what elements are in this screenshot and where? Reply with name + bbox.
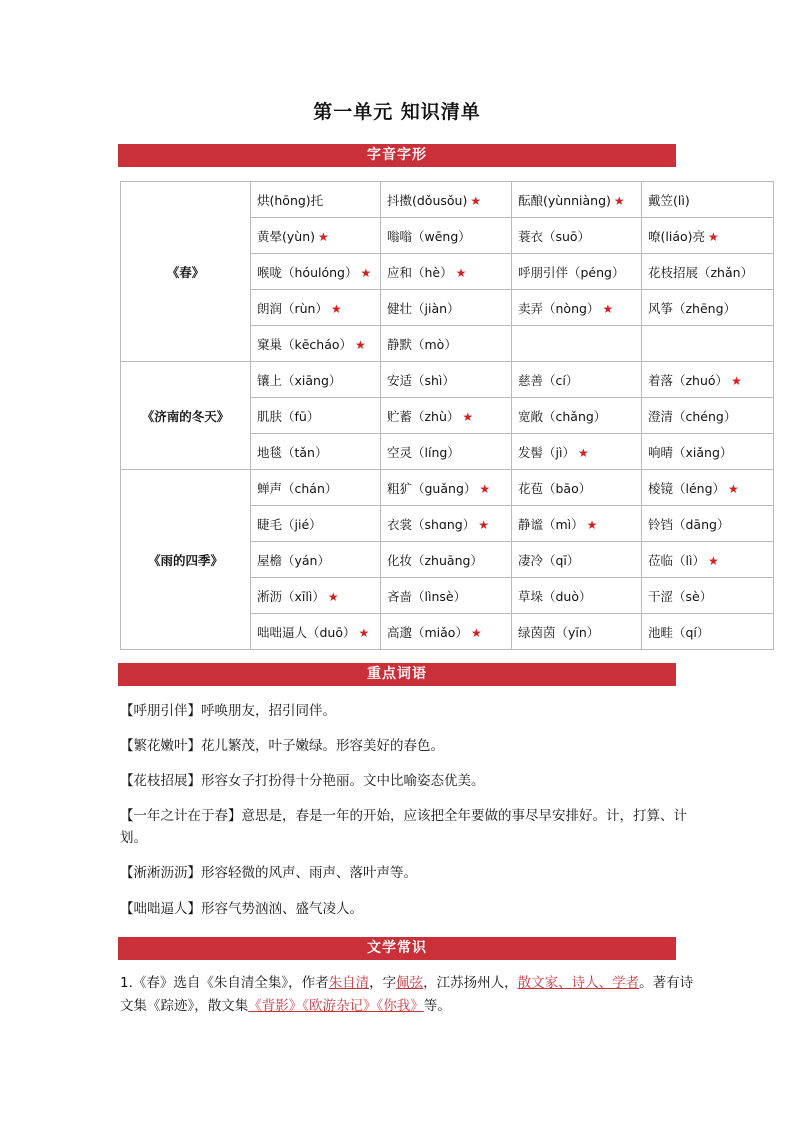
vocab-definition: 花儿繁茂，叶子嫩绿。形容美好的春色。: [201, 738, 444, 754]
word-text: 风筝（zhēng）: [648, 300, 737, 316]
word-text: 慈善（cí）: [518, 372, 579, 388]
word-cell: [642, 398, 774, 434]
word-text: 卖弄（nòng）: [518, 300, 600, 316]
word-text: 莅临（lì）: [648, 552, 705, 568]
word-cell: [251, 506, 381, 542]
word-cell: [381, 326, 512, 362]
word-text: 蝉声（chán）: [257, 480, 338, 496]
word-cell: [251, 542, 381, 578]
word-cell: [512, 362, 642, 398]
vocab-definition: 呼唤朋友，招引同伴。: [201, 703, 336, 719]
word-text: 化妆（zhuāng）: [387, 552, 483, 568]
vocab-item: [120, 805, 690, 849]
word-cell: [642, 254, 774, 290]
word-cell: [642, 470, 774, 506]
star-icon: ★: [731, 373, 742, 388]
word-cell: [251, 218, 381, 254]
word-cell: [512, 470, 642, 506]
word-cell: [512, 398, 642, 434]
word-cell: [381, 398, 512, 434]
word-text: 花枝招展（zhǎn）: [648, 264, 754, 280]
star-icon: ★: [577, 445, 589, 460]
word-cell: [381, 614, 512, 650]
word-cell: [512, 182, 642, 218]
table-row: [121, 182, 774, 218]
word-cell: [512, 218, 642, 254]
word-text: 吝啬（lìnsè）: [387, 588, 467, 604]
word-cell: [512, 254, 642, 290]
word-text: 镶上（xiāng）: [257, 372, 342, 388]
star-icon: ★: [586, 517, 598, 532]
word-cell: [251, 434, 381, 470]
word-cell: [642, 542, 774, 578]
word-text: 衣裳（shɑng）: [387, 516, 476, 532]
vocab-term: 【一年之计在于春】: [120, 808, 242, 824]
word-cell: [512, 434, 642, 470]
word-cell: [251, 254, 381, 290]
star-icon: ★: [470, 193, 482, 208]
word-text: 干涩（sè）: [648, 588, 713, 604]
word-cell: [642, 182, 774, 218]
literature-text: 。著有诗文集《踪迹》，散文集: [120, 975, 694, 1014]
lesson-title: 《济南的冬天》: [121, 362, 251, 470]
lesson-title: 《春》: [121, 182, 251, 362]
word-cell: [642, 218, 774, 254]
word-text: 烘(hōng)托: [257, 192, 324, 208]
word-cell: [642, 290, 774, 326]
word-cell: [381, 218, 512, 254]
word-text: 呼朋引伴（péng）: [518, 264, 625, 280]
word-cell: [251, 182, 381, 218]
word-text: 棱镜（léng）: [648, 480, 726, 496]
word-text: 凄冷（qī）: [518, 552, 580, 568]
word-cell: [381, 182, 512, 218]
word-text: 宽敞（chǎng）: [518, 408, 607, 424]
word-cell: [642, 614, 774, 650]
vocab-item: [120, 735, 690, 757]
word-cell: [251, 470, 381, 506]
literature-text: 1.《春》选自《朱自清全集》，作者: [120, 975, 329, 991]
star-icon: ★: [355, 337, 366, 352]
word-cell: [251, 290, 381, 326]
word-text: 响晴（xiǎng）: [648, 444, 733, 460]
vocab-item: [120, 700, 690, 722]
word-cell: [251, 614, 381, 650]
word-cell: [512, 578, 642, 614]
literature-text: ，字: [369, 975, 397, 991]
literature-text: 等。: [423, 998, 451, 1014]
word-cell: [642, 434, 774, 470]
table-row: [121, 362, 774, 398]
word-text: 绿茵茵（yīn）: [518, 624, 600, 640]
page-title: 第一单元 知识清单: [313, 101, 481, 123]
word-cell: [251, 362, 381, 398]
word-cell: [512, 326, 642, 362]
word-text: 黄晕(yùn): [257, 228, 315, 244]
star-icon: ★: [479, 481, 491, 496]
word-cell: [381, 362, 512, 398]
word-text: 朗润（rùn）: [257, 300, 328, 316]
word-text: 花苞（bāo）: [518, 480, 592, 496]
word-text: 贮蓄（zhù）: [387, 408, 460, 424]
word-cell: [251, 578, 381, 614]
word-text: 粗犷（guǎng）: [387, 480, 477, 496]
word-cell: [642, 326, 774, 362]
section-header-key-words: 重点词语: [118, 663, 676, 686]
word-text: 抖擞(dǒusǒu): [387, 192, 468, 208]
star-icon: ★: [358, 625, 370, 640]
star-icon: ★: [360, 265, 372, 280]
word-cell: [642, 362, 774, 398]
word-cell: [381, 542, 512, 578]
vocab-term: 【繁花嫩叶】: [120, 738, 201, 754]
star-icon: ★: [613, 193, 625, 208]
literature-text: ，江苏扬州人，: [423, 975, 518, 991]
word-text: 池畦（qí）: [648, 624, 710, 640]
vocab-item: [120, 770, 690, 792]
word-cell: [512, 542, 642, 578]
section-header-pronunciation: 字音字形: [118, 144, 676, 167]
star-icon: ★: [728, 481, 739, 496]
word-text: 健壮（jiàn）: [387, 300, 460, 316]
pronunciation-table: [120, 181, 774, 650]
word-text: 澄清（chéng）: [648, 408, 737, 424]
word-text: 肌肤（fū）: [257, 408, 320, 424]
word-text: 喉咙（hóulóng）: [257, 264, 358, 280]
star-icon: ★: [327, 589, 339, 604]
word-text: 静谧（mì）: [518, 516, 584, 532]
word-cell: [381, 506, 512, 542]
word-text: 发髻（jì）: [518, 444, 575, 460]
word-text: 着落（zhuó）: [648, 372, 729, 388]
star-icon: ★: [455, 265, 467, 280]
vocab-definition: 形容轻微的风声、雨声、落叶声等。: [201, 865, 417, 881]
word-cell: [512, 506, 642, 542]
lesson-title: 《雨的四季》: [121, 470, 251, 650]
star-icon: ★: [602, 301, 614, 316]
word-text: 静默（mò）: [387, 336, 457, 352]
word-text: 嘹(liáo)亮: [648, 228, 706, 244]
word-text: 酝酿(yùnniàng): [518, 192, 611, 208]
word-text: 睫毛（jié）: [257, 516, 322, 532]
word-cell: [642, 578, 774, 614]
vocab-term: 【呼朋引伴】: [120, 703, 201, 719]
word-cell: [381, 578, 512, 614]
word-text: 咄咄逼人（duō）: [257, 624, 356, 640]
vocab-term: 【咄咄逼人】: [120, 901, 201, 917]
section-header-literature: 文学常识: [118, 937, 676, 960]
word-cell: [512, 290, 642, 326]
word-text: 安适（shì）: [387, 372, 455, 388]
word-text: 草垛（duò）: [518, 588, 592, 604]
author-name: 朱自清: [328, 975, 370, 991]
word-text: 嗡嗡（wēng）: [387, 228, 471, 244]
literature-paragraph: [120, 972, 695, 1018]
word-text: 地毯（tǎn）: [257, 444, 328, 460]
word-text: 蓑衣（suō）: [518, 228, 591, 244]
vocab-term: 【淅淅沥沥】: [120, 865, 201, 881]
word-cell: [381, 290, 512, 326]
word-cell: [251, 398, 381, 434]
word-cell: [381, 470, 512, 506]
vocab-definition: 意思是，春是一年的开始，应该把全年要做的事尽早安排好。计，打算、计划。: [120, 808, 687, 846]
star-icon: ★: [707, 553, 719, 568]
word-cell: [381, 254, 512, 290]
word-cell: [251, 326, 381, 362]
star-icon: ★: [318, 229, 329, 244]
word-text: 高邈（miǎo）: [387, 624, 468, 640]
vocab-item: [120, 898, 690, 920]
star-icon: ★: [462, 409, 474, 424]
word-text: 应和（hè）: [387, 264, 453, 280]
star-icon: ★: [330, 301, 342, 316]
vocab-definition: 形容气势汹汹、盛气凌人。: [201, 901, 363, 917]
star-icon: ★: [478, 517, 489, 532]
table-row: [121, 470, 774, 506]
star-icon: ★: [470, 625, 482, 640]
author-courtesy-name: 佩弦: [396, 975, 424, 991]
word-text: 铃铛（dāng）: [648, 516, 730, 532]
word-text: 戴笠(lì): [648, 192, 690, 208]
word-cell: [381, 434, 512, 470]
vocab-definition: 形容女子打扮得十分艳丽。文中比喻姿态优美。: [201, 773, 485, 789]
author-identity: 散文家、诗人、学者: [517, 975, 640, 991]
word-text: 空灵（líng）: [387, 444, 460, 460]
vocab-item: [120, 862, 690, 884]
word-cell: [642, 506, 774, 542]
word-cell: [512, 614, 642, 650]
word-text: 窠巢（kēcháo）: [257, 336, 353, 352]
star-icon: ★: [708, 229, 719, 244]
author-works: 《背影》《欧游杂记》《你我》: [248, 998, 424, 1014]
vocab-term: 【花枝招展】: [120, 773, 201, 789]
word-text: 屋檐（yán）: [257, 552, 330, 568]
word-text: 淅沥（xīlì）: [257, 588, 325, 604]
